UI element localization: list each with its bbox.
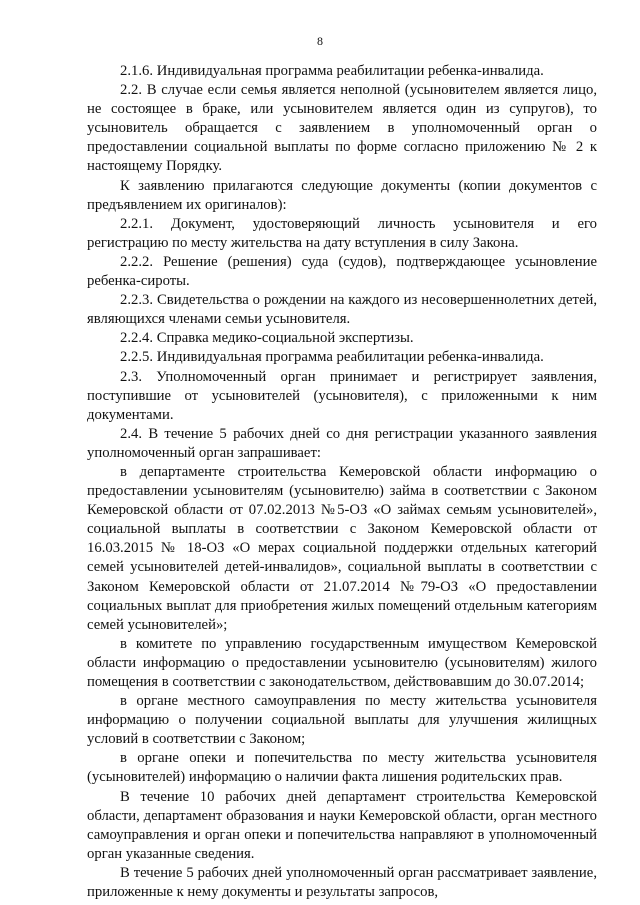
paragraph-guardianship-request: в органе опеки и попечительства по месту жительства усыновителя (усыновителей) информацию о наличии факта лишения родительских прав.	[87, 750, 597, 786]
paragraph-construction-dept-request: в департаменте строительства Кемеровской области информацию о предоставлении усыновителям (усыновителю) займа в соответствии с Законом Кемеровской области от 07.02.2013 №5-ОЗ «О займах семьям усыновителей», социальной выплаты в соответствии с Законом Кемеровской области от 16.03.2015 № 18-ОЗ «О мерах социальной поддержки отдельных категорий семей усыновителей детей-инвалидов», социальной выплаты в соответствии с Законом Кемеровской области от 21.07.2014 №79-ОЗ «О предоставлении социальных выплат для приобретения жилых помещений отдельным категориям семей усыновителей»;	[87, 463, 597, 633]
paragraph-2-2-2: 2.2.2. Решение (решения) суда (судов), подтверждающее усыновление ребенка-сироты.	[87, 253, 597, 290]
paragraph-2-2: 2.2. В случае если семья является неполной (усыновителем является лицо, не состоящее в браке, или усыновителем является один из супругов), то усыновитель обращается с заявлением в уполномоченный орган о предоставлении социальной выплаты по форме согласно приложению № 2 к настоящему Порядку.	[87, 82, 597, 175]
document-body	[87, 62, 597, 902]
paragraph-2-4: 2.4. В течение 5 рабочих дней со дня регистрации указанного заявления уполномоченный орган запрашивает:	[87, 425, 597, 461]
paragraph-documents-intro: К заявлению прилагаются следующие документы (копии документов с предъявлением их оригиналов):	[87, 177, 597, 213]
paragraph-local-government-request: в органе местного самоуправления по месту жительства усыновителя информацию о получении социальной выплаты для улучшения жилищных условий в соответствии с Законом;	[87, 693, 597, 748]
paragraph-2-2-5: 2.2.5. Индивидуальная программа реабилитации ребенка-инвалида.	[120, 349, 544, 366]
page-number: 8	[317, 34, 323, 48]
paragraph-5-days-review: В течение 5 рабочих дней уполномоченный орган рассматривает заявление, приложенные к нему документы и результаты запросов,	[87, 864, 597, 901]
paragraph-2-2-4: 2.2.4. Справка медико-социальной экспертизы.	[120, 330, 414, 347]
paragraph-2-1-6: 2.1.6. Индивидуальная программа реабилитации ребенка-инвалида.	[120, 63, 544, 79]
paragraph-2-2-1: 2.2.1. Документ, удостоверяющий личность усыновителя и его регистрацию по месту жительства на дату вступления в силу Закона.	[87, 215, 597, 251]
paragraph-2-2-3: 2.2.3. Свидетельства о рождении на каждого из несовершеннолетних детей, являющихся членами семьи усыновителя.	[87, 292, 597, 328]
paragraph-10-days-response: В течение 10 рабочих дней департамент строительства Кемеровской области, департамент образования и науки Кемеровской области, орган местного самоуправления и орган опеки и попечительства направляют в уполномоченный орган указанные сведения.	[87, 788, 597, 862]
paragraph-property-committee-request: в комитете по управлению государственным имуществом Кемеровской области информацию о предоставлении усыновителю (усыновителям) жилого помещения в соответствии с законодательством, действовавшим до 30.07.2014;	[87, 635, 597, 690]
paragraph-2-3: 2.3. Уполномоченный орган принимает и регистрирует заявления, поступившие от усыновителей (усыновителя), с приложенными к ним документами.	[87, 368, 597, 423]
